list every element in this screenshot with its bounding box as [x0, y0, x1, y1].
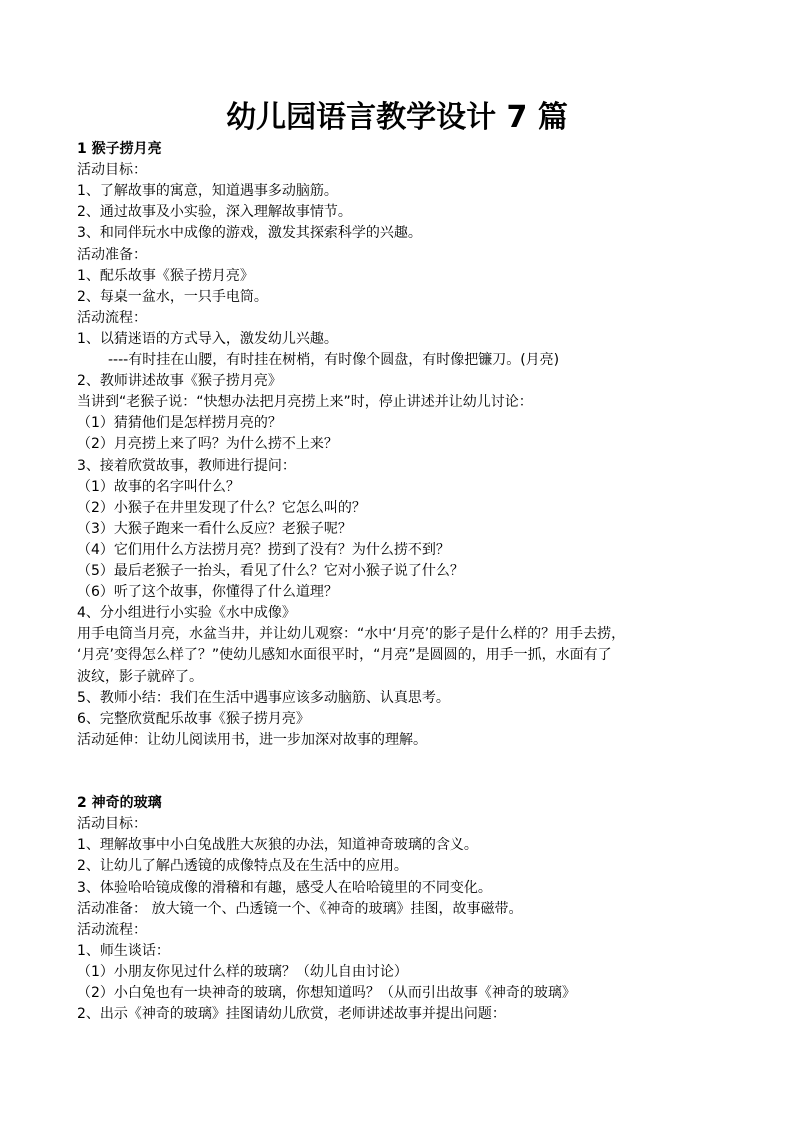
- text-line: （2）小白兔也有一块神奇的玻璃，你想知道吗？（从而引出故事《神奇的玻璃》: [77, 985, 576, 1001]
- text-line: ‘月亮’变得怎么样了？”使幼儿感知水面很平时，“月亮”是圆圆的，用手一抓，水面有了: [77, 647, 612, 663]
- text-line: 波纹，影子就碎了。: [77, 669, 203, 685]
- text-line: 6、完整欣赏配乐故事《猴子捞月亮》: [77, 711, 310, 727]
- text-line: 3、体验哈哈镜成像的滑稽和有趣，感受人在哈哈镜里的不同变化。: [77, 880, 492, 896]
- text-line: （2）小猴子在井里发现了什么？它怎么叫的？: [77, 500, 366, 516]
- text-line: 活动流程：: [77, 310, 147, 326]
- text-line: 活动准备： 放大镜一个、凸透镜一个、《神奇的玻璃》挂图，故事磁带。: [77, 901, 523, 917]
- text-line: 2、通过故事及小实验，深入理解故事情节。: [77, 204, 352, 220]
- text-line: 2、出示《神奇的玻璃》挂图请幼儿欣赏，老师讲述故事并提出问题：: [77, 1006, 506, 1022]
- text-line: （2）月亮捞上来了吗？为什么捞不上来？: [77, 436, 338, 452]
- text-line: 活动延伸：让幼儿阅读用书，进一步加深对故事的理解。: [77, 732, 427, 748]
- text-line: （1）故事的名字叫什么？: [77, 479, 240, 495]
- document-title: 幼儿园语言教学设计 7 篇: [226, 100, 568, 135]
- text-line: （1）小朋友你见过什么样的玻璃？（幼儿自由讨论）: [77, 964, 408, 980]
- text-line: （3）大猴子跑来一看什么反应？老猴子呢？: [77, 521, 352, 537]
- text-line: （6）听了这个故事，你懂得了什么道理？: [77, 584, 338, 600]
- text-line: 1、了解故事的寓意，知道遇事多动脑筋。: [77, 183, 338, 199]
- text-line: 3、和同伴玩水中成像的游戏，激发其探索科学的兴趣。: [77, 225, 422, 241]
- text-line: 1、理解故事中小白兔战胜大灰狼的办法，知道神奇玻璃的含义。: [77, 837, 478, 853]
- text-line: 3、接着欣赏故事，教师进行提问：: [77, 458, 296, 474]
- text-line: 1、以猜迷语的方式导入，激发幼儿兴趣。: [77, 331, 338, 347]
- text-line: 用手电筒当月亮，水盆当井，并让幼儿观察：“水中‘月亮’的影子是什么样的？用手去捞，: [77, 626, 626, 642]
- text-line: 5、教师小结：我们在生活中遇事应该多动脑筋、认真思考。: [77, 690, 450, 706]
- text-line: 1、师生谈话：: [77, 943, 170, 959]
- text-line: 2、每桌一盆水，一只手电筒。: [77, 289, 268, 305]
- text-line: 活动目标：: [77, 816, 147, 832]
- text-line: （1）猜猜他们是怎样捞月亮的？: [77, 415, 282, 431]
- text-line: （5）最后老猴子一抬头，看见了什么？它对小猴子说了什么？: [77, 563, 464, 579]
- text-line: 当讲到“老猴子说：“快想办法把月亮捞上来”时，停止讲述并让幼儿讨论：: [77, 394, 533, 410]
- text-line: ----有时挂在山腰，有时挂在树梢，有时像个圆盘，有时像把镰刀。(月亮): [108, 352, 560, 368]
- text-line: 2、教师讲述故事《猴子捞月亮》: [77, 373, 282, 389]
- section-heading: 2 神奇的玻璃: [77, 795, 162, 811]
- text-line: 活动流程：: [77, 922, 147, 938]
- text-line: 1、配乐故事《猴子捞月亮》: [77, 268, 254, 284]
- text-line: （4）它们用什么方法捞月亮？捞到了没有？为什么捞不到？: [77, 542, 450, 558]
- text-line: 4、分小组进行小实验《水中成像》: [77, 605, 296, 621]
- section-heading: 1 猴子捞月亮: [77, 141, 162, 157]
- text-line: 活动准备：: [77, 247, 147, 263]
- text-line: 活动目标：: [77, 162, 147, 178]
- text-line: 2、让幼儿了解凸透镜的成像特点及在生活中的应用。: [77, 858, 408, 874]
